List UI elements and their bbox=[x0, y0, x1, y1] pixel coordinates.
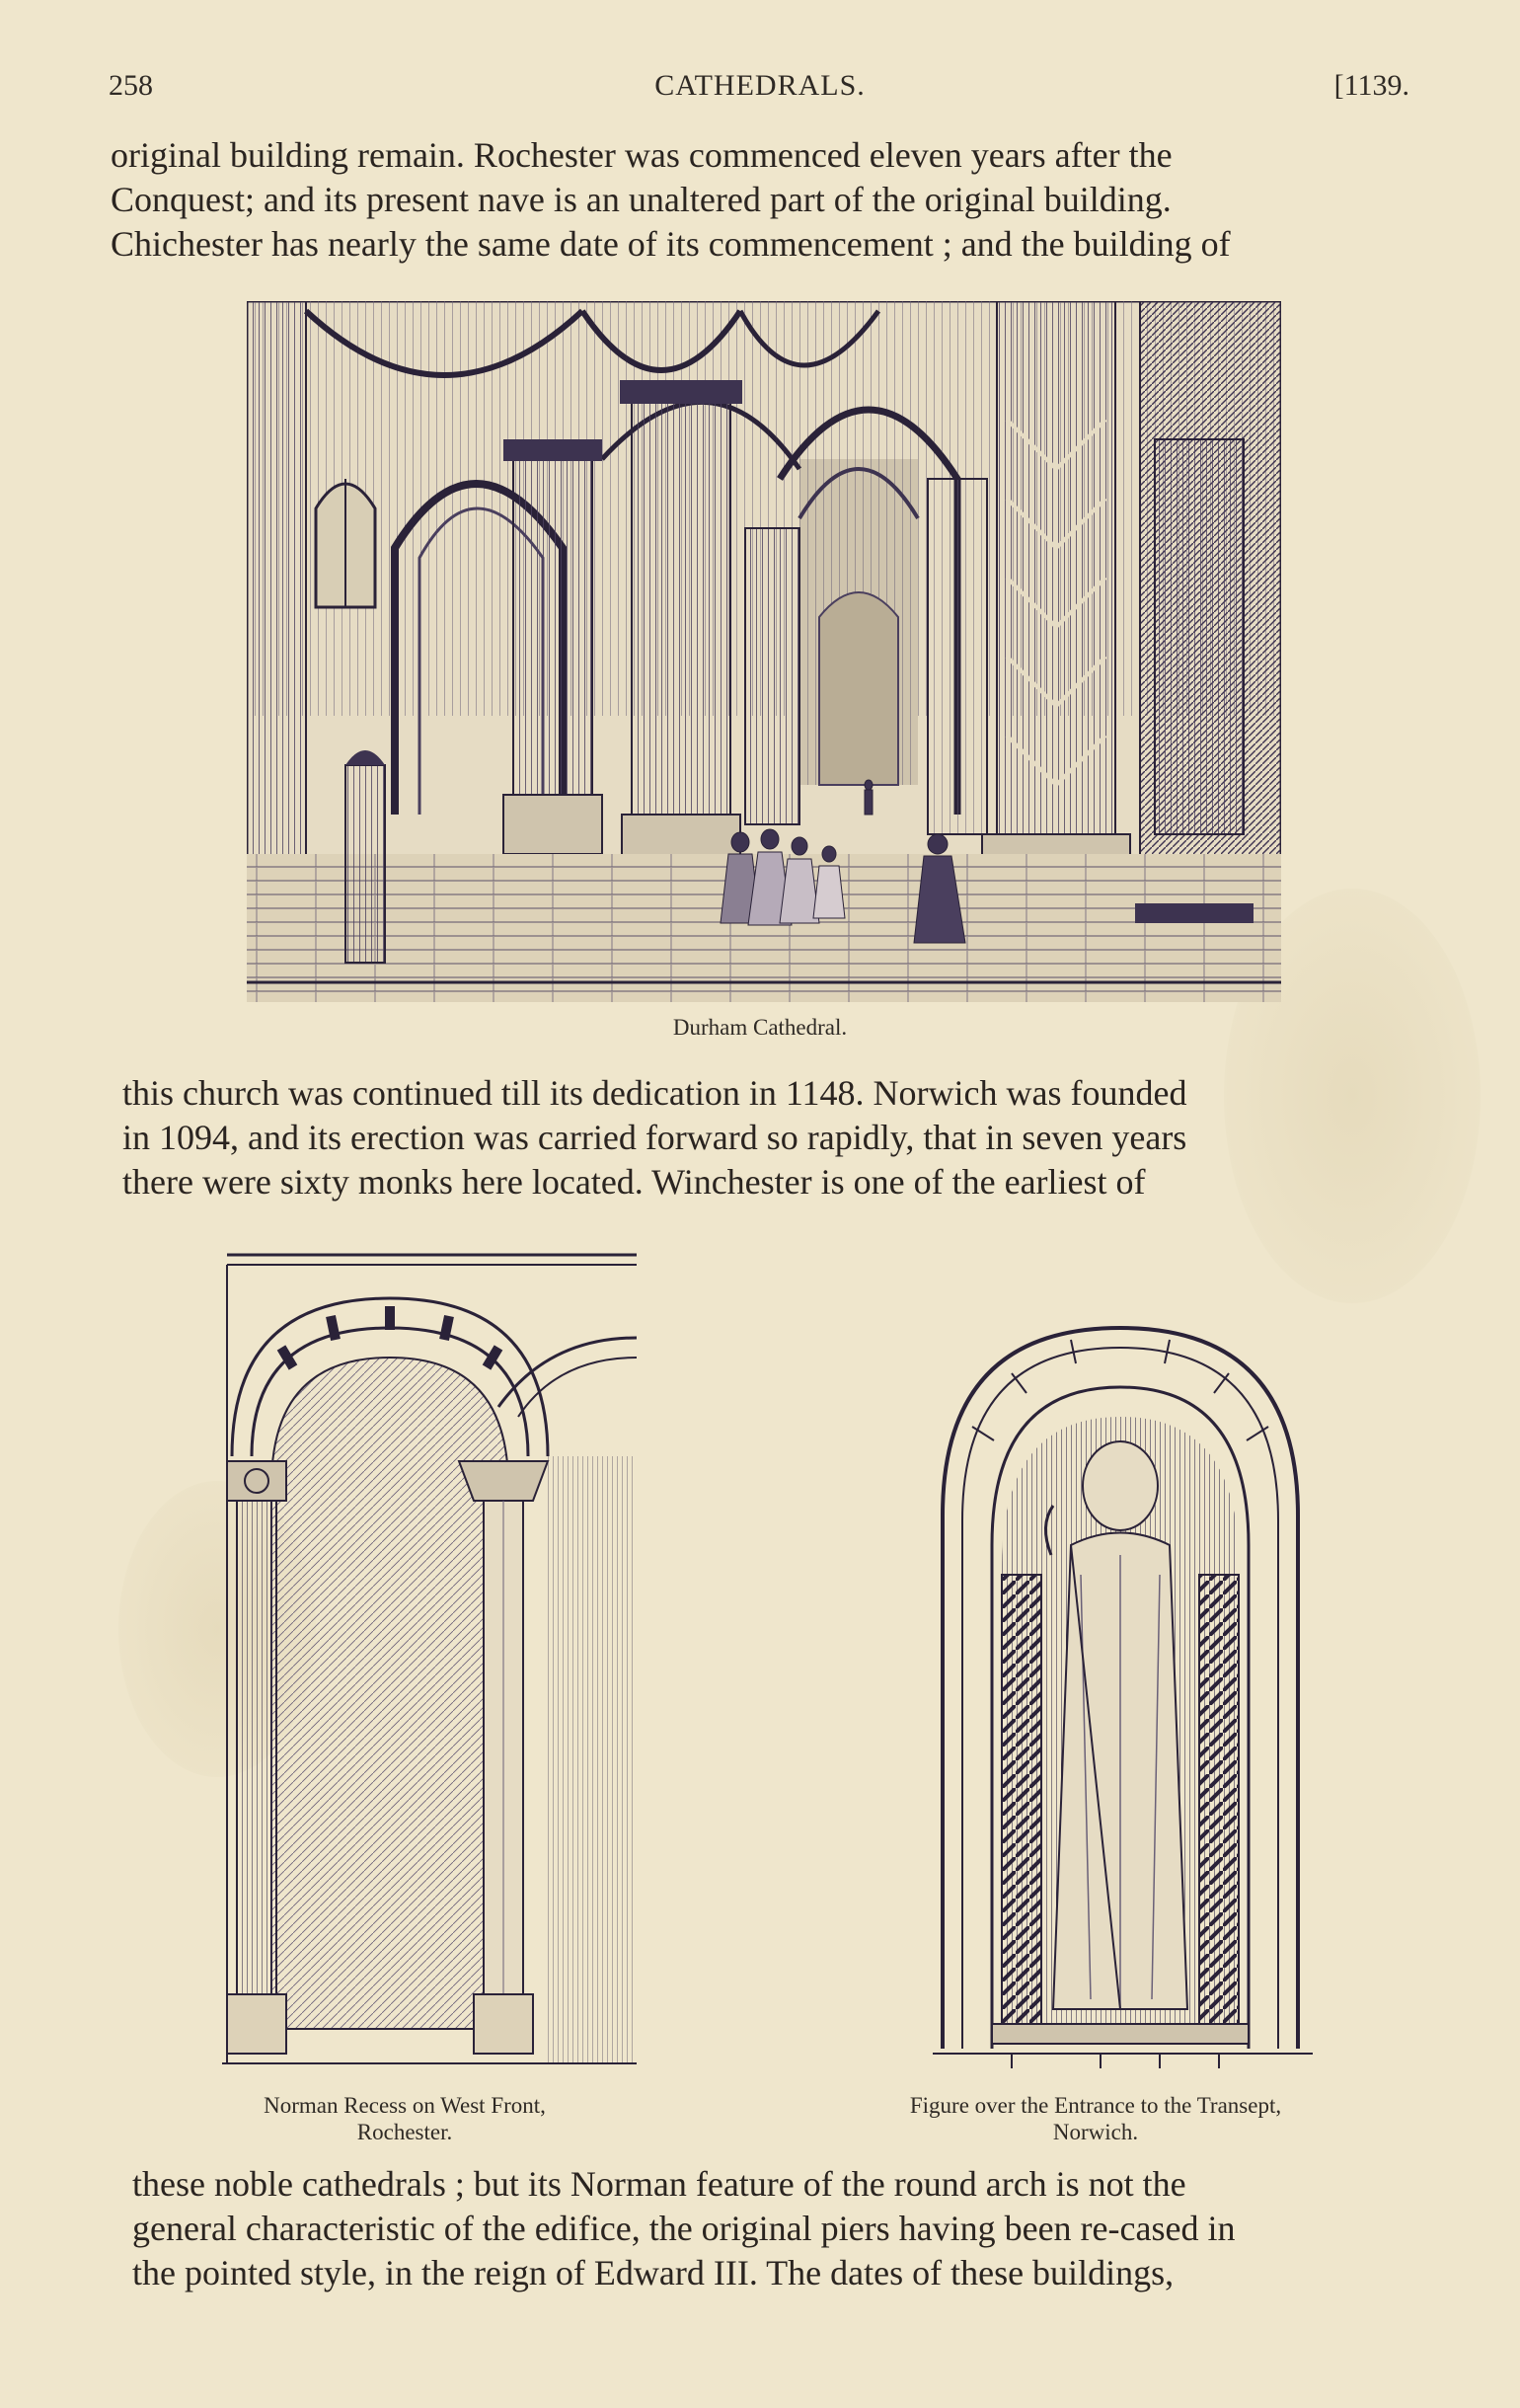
caption-durham: Durham Cathedral. bbox=[672, 1015, 848, 1040]
page-number: 258 bbox=[109, 69, 153, 102]
paragraph-1 bbox=[111, 133, 1413, 267]
norman-recess-engraving bbox=[222, 1249, 646, 2068]
text-line: the pointed style, in the reign of Edward III. The dates of these buildings, bbox=[132, 2253, 1175, 2292]
text-line: general characteristic of the edifice, the original piers having been re-cased in bbox=[132, 2209, 1236, 2248]
caption-norman-recess bbox=[178, 2092, 632, 2145]
caption-line: Figure over the Entrance to the Transept, bbox=[909, 2093, 1282, 2118]
text-line: this church was continued till its dedication in 1148. Norwich was founded bbox=[122, 1073, 1187, 1113]
text-line: there were sixty monks here located. Winchester is one of the earliest of bbox=[122, 1162, 1146, 1202]
text-line: Conquest; and its present nave is an unaltered part of the original building. bbox=[111, 180, 1172, 219]
text-line: Chichester has nearly the same date of its commencement ; and the building of bbox=[111, 224, 1231, 264]
caption-line: Rochester. bbox=[356, 2120, 453, 2144]
durham-cathedral-engraving bbox=[247, 301, 1281, 1002]
caption-line: Norwich. bbox=[1052, 2120, 1139, 2144]
caption-norwich-figure bbox=[819, 2092, 1372, 2145]
header-year: [1139. bbox=[1333, 69, 1409, 102]
text-line: original building remain. Rochester was commenced eleven years after the bbox=[111, 135, 1173, 175]
caption-line: Norman Recess on West Front, bbox=[264, 2093, 546, 2118]
running-title: CATHEDRALS. bbox=[654, 69, 866, 102]
norwich-figure-engraving bbox=[933, 1318, 1313, 2073]
paragraph-3 bbox=[132, 2162, 1435, 2295]
text-line: in 1094, and its erection was carried forward so rapidly, that in seven years bbox=[122, 1118, 1187, 1157]
paragraph-2 bbox=[122, 1071, 1425, 1204]
text-line: these noble cathedrals ; but its Norman feature of the round arch is not the bbox=[132, 2164, 1186, 2204]
